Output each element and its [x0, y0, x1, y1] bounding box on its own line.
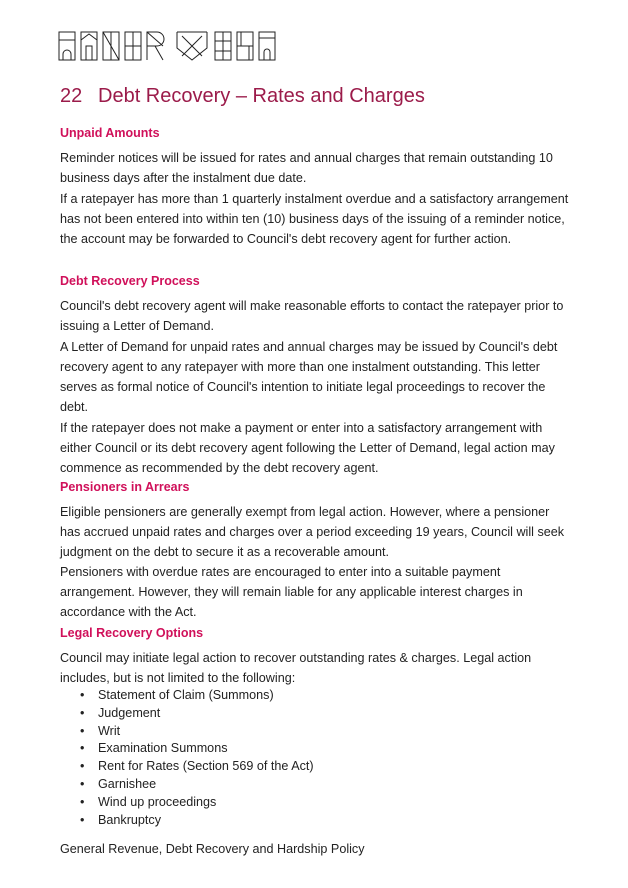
section-heading-legal-recovery-options: Legal Recovery Options — [60, 626, 204, 640]
list-item: • Wind up proceedings — [60, 794, 572, 812]
list-item: • Judgement — [60, 705, 572, 723]
list-item: • Garnishee — [60, 776, 572, 794]
paragraph: Eligible pensioners are generally exempt from legal action. However, where a pensioner has accrued unpaid rates and charges over a period exceeding 19 years, Council will seek judgment on the debt to secure it as a recoverable amount. — [60, 505, 565, 559]
paragraph: Council's debt recovery agent will make reasonable efforts to contact the ratepayer prior to issuing a Letter of Demand. — [60, 299, 564, 333]
list-item: • Bankruptcy — [60, 812, 572, 830]
paragraph: Council may initiate legal action to recover outstanding rates & charges. Legal action includes, but is not limited to the following: — [60, 651, 532, 685]
list-item: • Rent for Rates (Section 569 of the Act) — [60, 758, 572, 776]
paragraph: Reminder notices will be issued for rates and annual charges that remain outstanding 10 business days after the instalment due date. — [60, 151, 553, 185]
list-item: • Examination Summons — [60, 740, 572, 758]
section-heading-debt-recovery-process: Debt Recovery Process — [60, 274, 200, 288]
section-heading-pensioners-in-arrears: Pensioners in Arrears — [60, 480, 190, 494]
paragraph: A Letter of Demand for unpaid rates and annual charges may be issued by Council's debt recovery agent to any ratepayer with more than one instalment outstanding. This letter serves as formal notice of Council's intention to initiate legal proceedings to recover the debt. — [60, 340, 558, 414]
inner-west-logo — [58, 30, 298, 62]
paragraph: Pensioners with overdue rates are encouraged to enter into a suitable payment arrangement. However, they will remain liable for any applicable interest charges in accordance with the Act. — [60, 565, 523, 619]
paragraph: If a ratepayer has more than 1 quarterly instalment overdue and a satisfactory arrangement has not been entered into within ten (10) business days of the issuing of a reminder notice, the account may be forwarded to Council's debt recovery agent for further action. — [60, 192, 569, 246]
paragraph: If the ratepayer does not make a payment or enter into a satisfactory arrangement with either Council or its debt recovery agent following the Letter of Demand, legal action may commence as recommended by the debt recovery agent. — [60, 421, 555, 475]
section-heading-unpaid-amounts: Unpaid Amounts — [60, 126, 160, 140]
list-item: • Statement of Claim (Summons) — [60, 687, 572, 705]
page-footer: General Revenue, Debt Recovery and Hardship Policy — [60, 842, 365, 856]
list-item: • Writ — [60, 723, 572, 741]
page-title: 22 Debt Recovery – Rates and Charges — [60, 85, 425, 107]
legal-options-list — [60, 687, 572, 829]
